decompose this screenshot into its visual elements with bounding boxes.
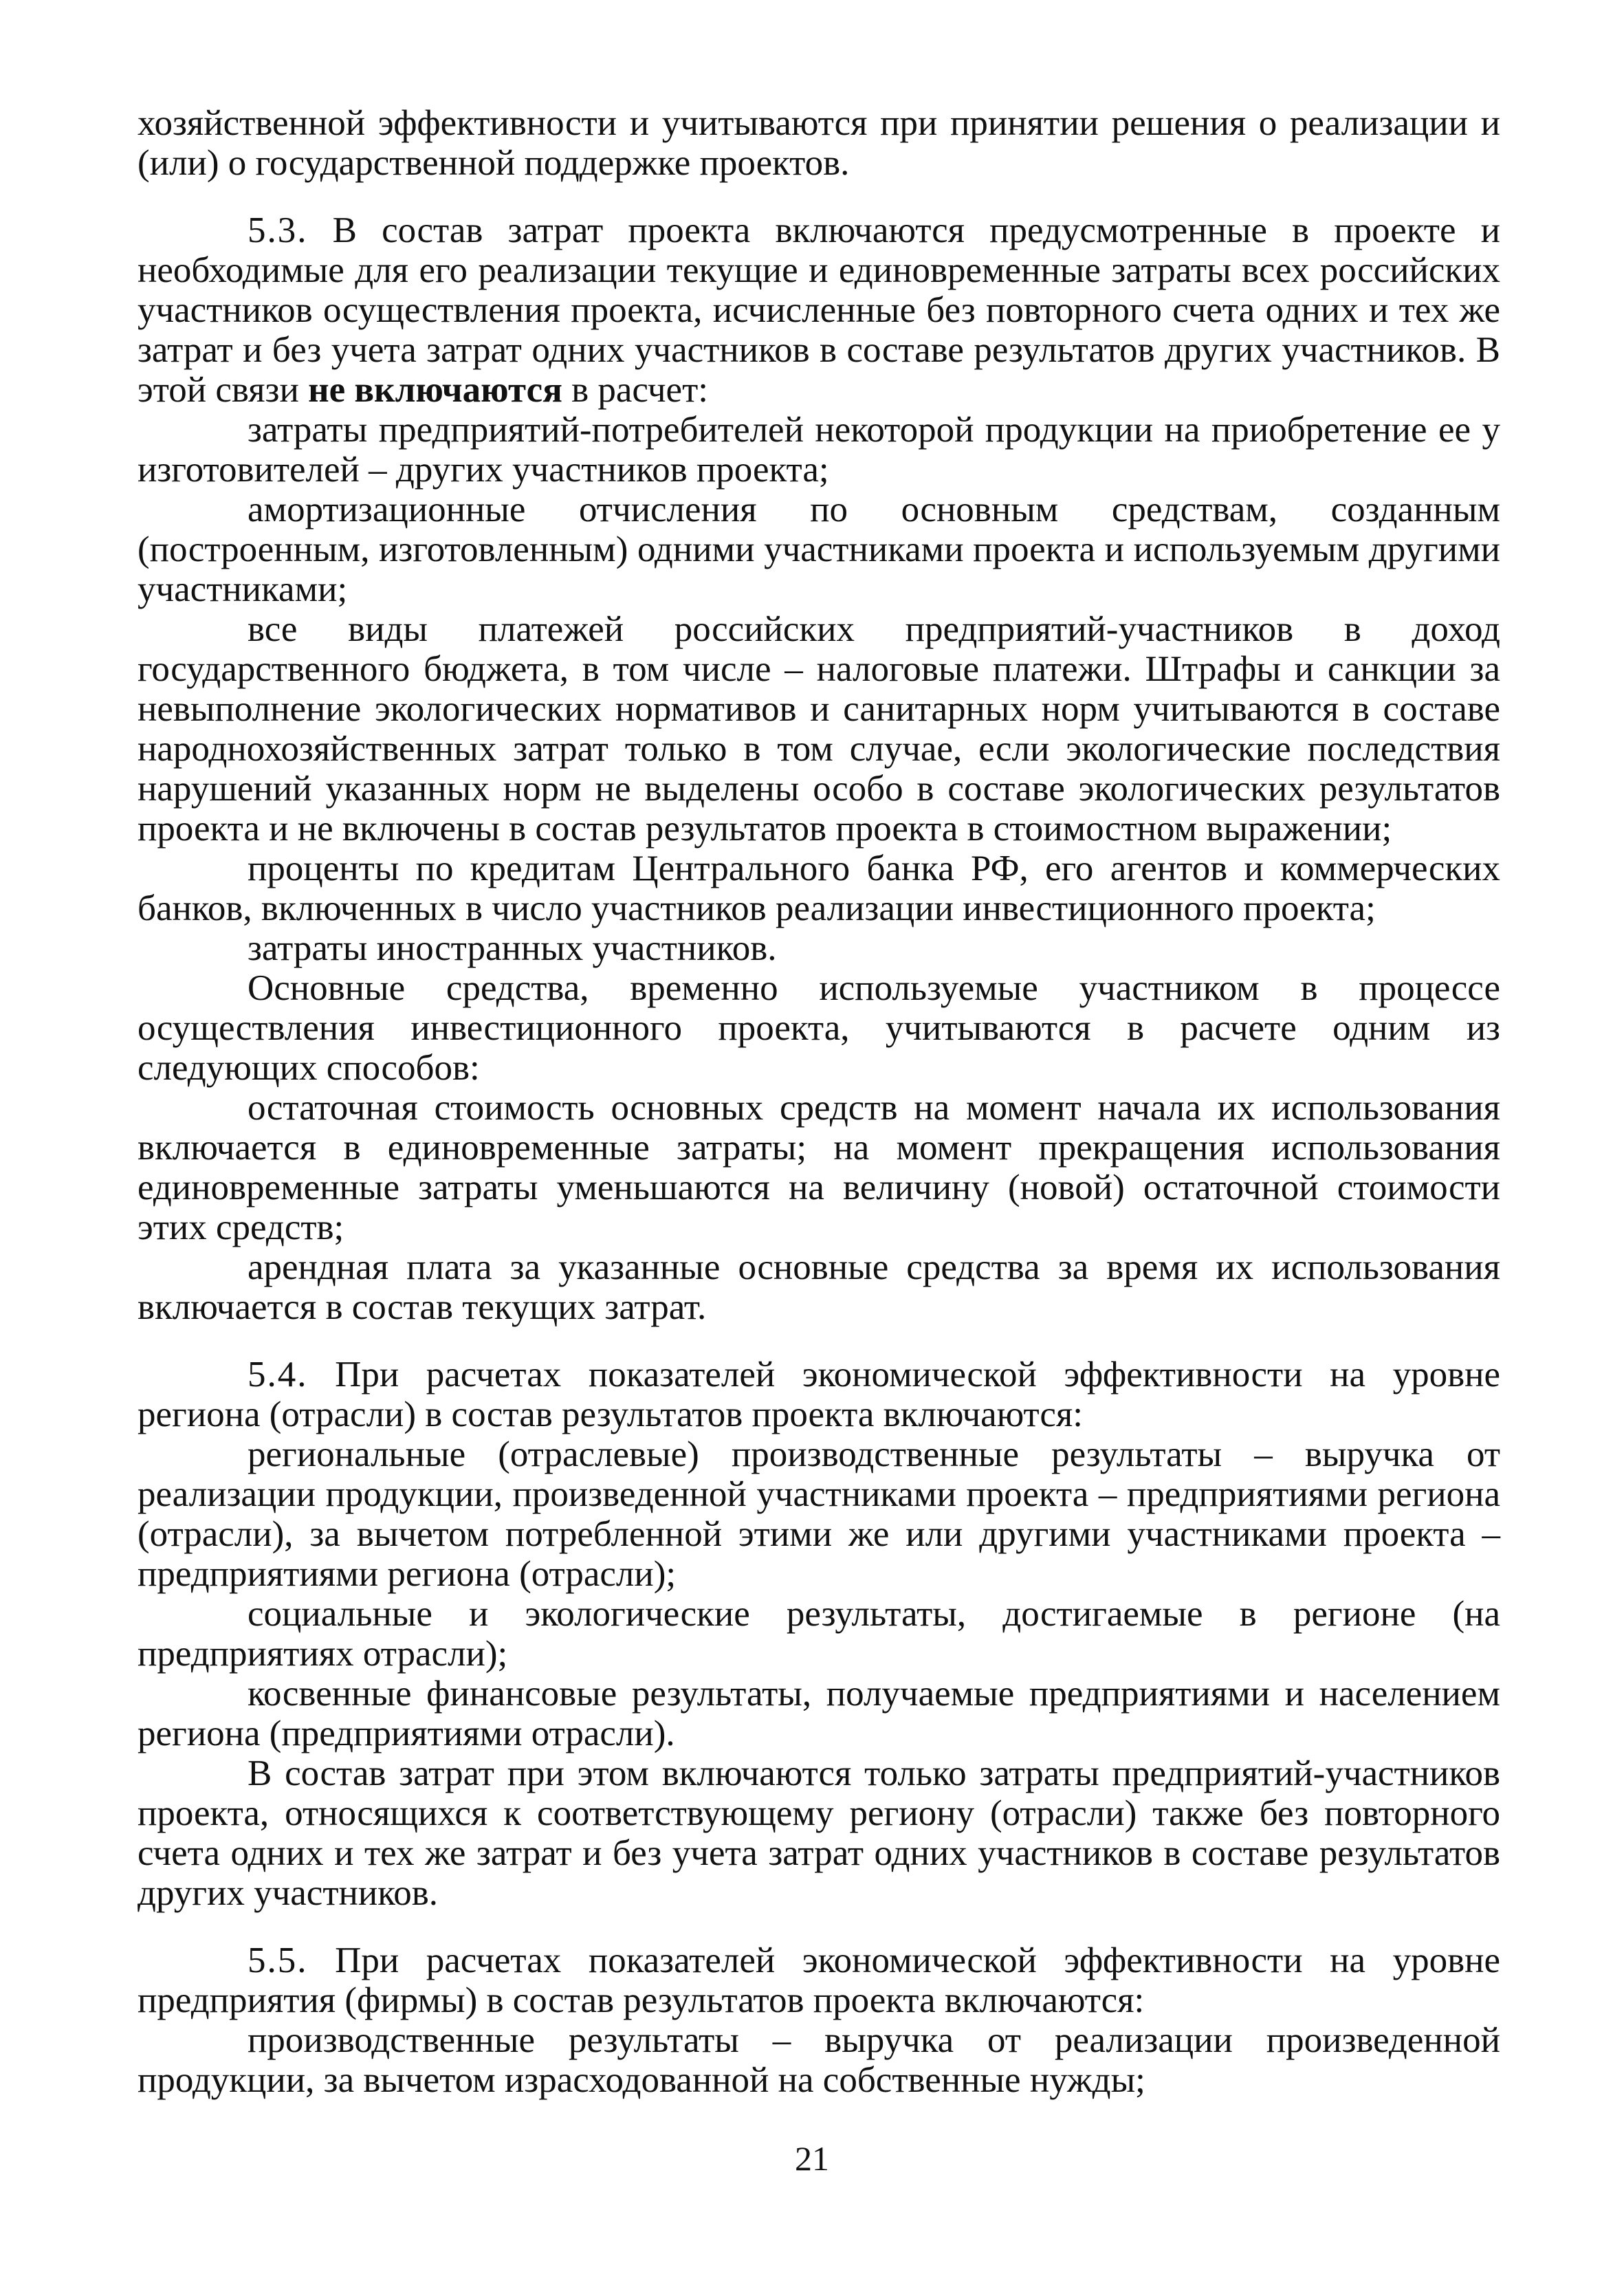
list-item-foreign-costs: затраты иностранных участников.: [248, 928, 777, 968]
list-item-rent: арендная плата за указанные основные средства за время их использования включается в состав текущих затрат.: [138, 1247, 1500, 1327]
list-item-social-results: социальные и экологические результаты, достигаемые в регионе (на предприятиях отрасли);: [138, 1594, 1500, 1674]
section-number: 5.5.: [248, 1940, 308, 1980]
bold-emphasis: не включаются: [308, 370, 562, 410]
page-number: 21: [795, 2139, 829, 2178]
list-item-residual-value: остаточная стоимость основных средств на момент начала их использования включается в единовременные затраты; на момент прекращения использования единовременные затраты уменьшаются на величину (новой) остаточной стоимости этих средств;: [138, 1088, 1500, 1247]
paragraph-text: При расчетах показателей экономической эффективности на уровне региона (отрасли) в состав результатов проекта включаются:: [138, 1355, 1500, 1434]
paragraph-text: В состав затрат проекта включаются предусмотренные в проекте и необходимые для его реализации текущие и единовременные затраты всех российских участников осуществления проекта, исчисленные без повторного счета одних и тех же затрат и без учета затрат одних участников в составе результатов других участников. В этой связи: [138, 210, 1500, 410]
list-item-depreciation: амортизационные отчисления по основным средствам, созданным (построенным, изготовленным) одними участниками проекта и используемым другими участниками;: [138, 490, 1500, 609]
paragraph-section-5-3: [138, 210, 1500, 410]
list-item-budget-payments: все виды платежей российских предприятий-участников в доход государственного бюджета, в том числе – налоговые платежи. Штрафы и санкции за невыполнение экологических нормативов и санитарных норм учитываются в составе народнохозяйственных затрат только в том случае, если экологические последствия нарушений указанных норм не выделены особо в составе экологических результатов проекта и не включены в состав результатов проекта в стоимостном выражении;: [138, 609, 1500, 849]
list-item-indirect-results: косвенные финансовые результаты, получаемые предприятиями и населением региона (предприятиями отрасли).: [138, 1674, 1500, 1753]
list-item-production-results: производственные результаты – выручка от реализации произведенной продукции, за вычетом израсходованной на собственные нужды;: [138, 2020, 1500, 2100]
list-item-regional-results: региональные (отраслевые) производственные результаты – выручка от реализации продукции, произведенной участниками проекта – предприятиями региона (отрасли), за вычетом потребленной этими же или другими участниками проекта – предприятиями региона (отрасли);: [138, 1434, 1500, 1594]
paragraph-text-after: в расчет:: [562, 370, 708, 410]
section-number: 5.4.: [248, 1355, 308, 1395]
paragraph-section-5-4: [138, 1355, 1500, 1434]
paragraph-continuation: хозяйственной эффективности и учитываются при принятии решения о реализации и (или) о государственной поддержке проектов.: [138, 103, 1500, 183]
paragraph-fixed-assets: Основные средства, временно используемые участником в процессе осуществления инвестиционного проекта, учитываются в расчете одним из следующих способов:: [138, 968, 1500, 1088]
paragraph-text: При расчетах показателей экономической эффективности на уровне предприятия (фирмы) в состав результатов проекта включаются:: [138, 1940, 1500, 2020]
section-number: 5.3.: [248, 210, 308, 250]
paragraph-regional-costs: В состав затрат при этом включаются только затраты предприятий-участников проекта, относящихся к соответствующему региону (отрасли) также без повторного счета одних и тех же затрат и без учета затрат одних участников в составе результатов других участников.: [138, 1753, 1500, 1913]
list-item-consumer-costs: затраты предприятий-потребителей некоторой продукции на приобретение ее у изготовителей – других участников проекта;: [138, 410, 1500, 490]
paragraph-section-5-5: [138, 1940, 1500, 2020]
list-item-interest: проценты по кредитам Центрального банка РФ, его агентов и коммерческих банков, включенных в число участников реализации инвестиционного проекта;: [138, 849, 1500, 928]
